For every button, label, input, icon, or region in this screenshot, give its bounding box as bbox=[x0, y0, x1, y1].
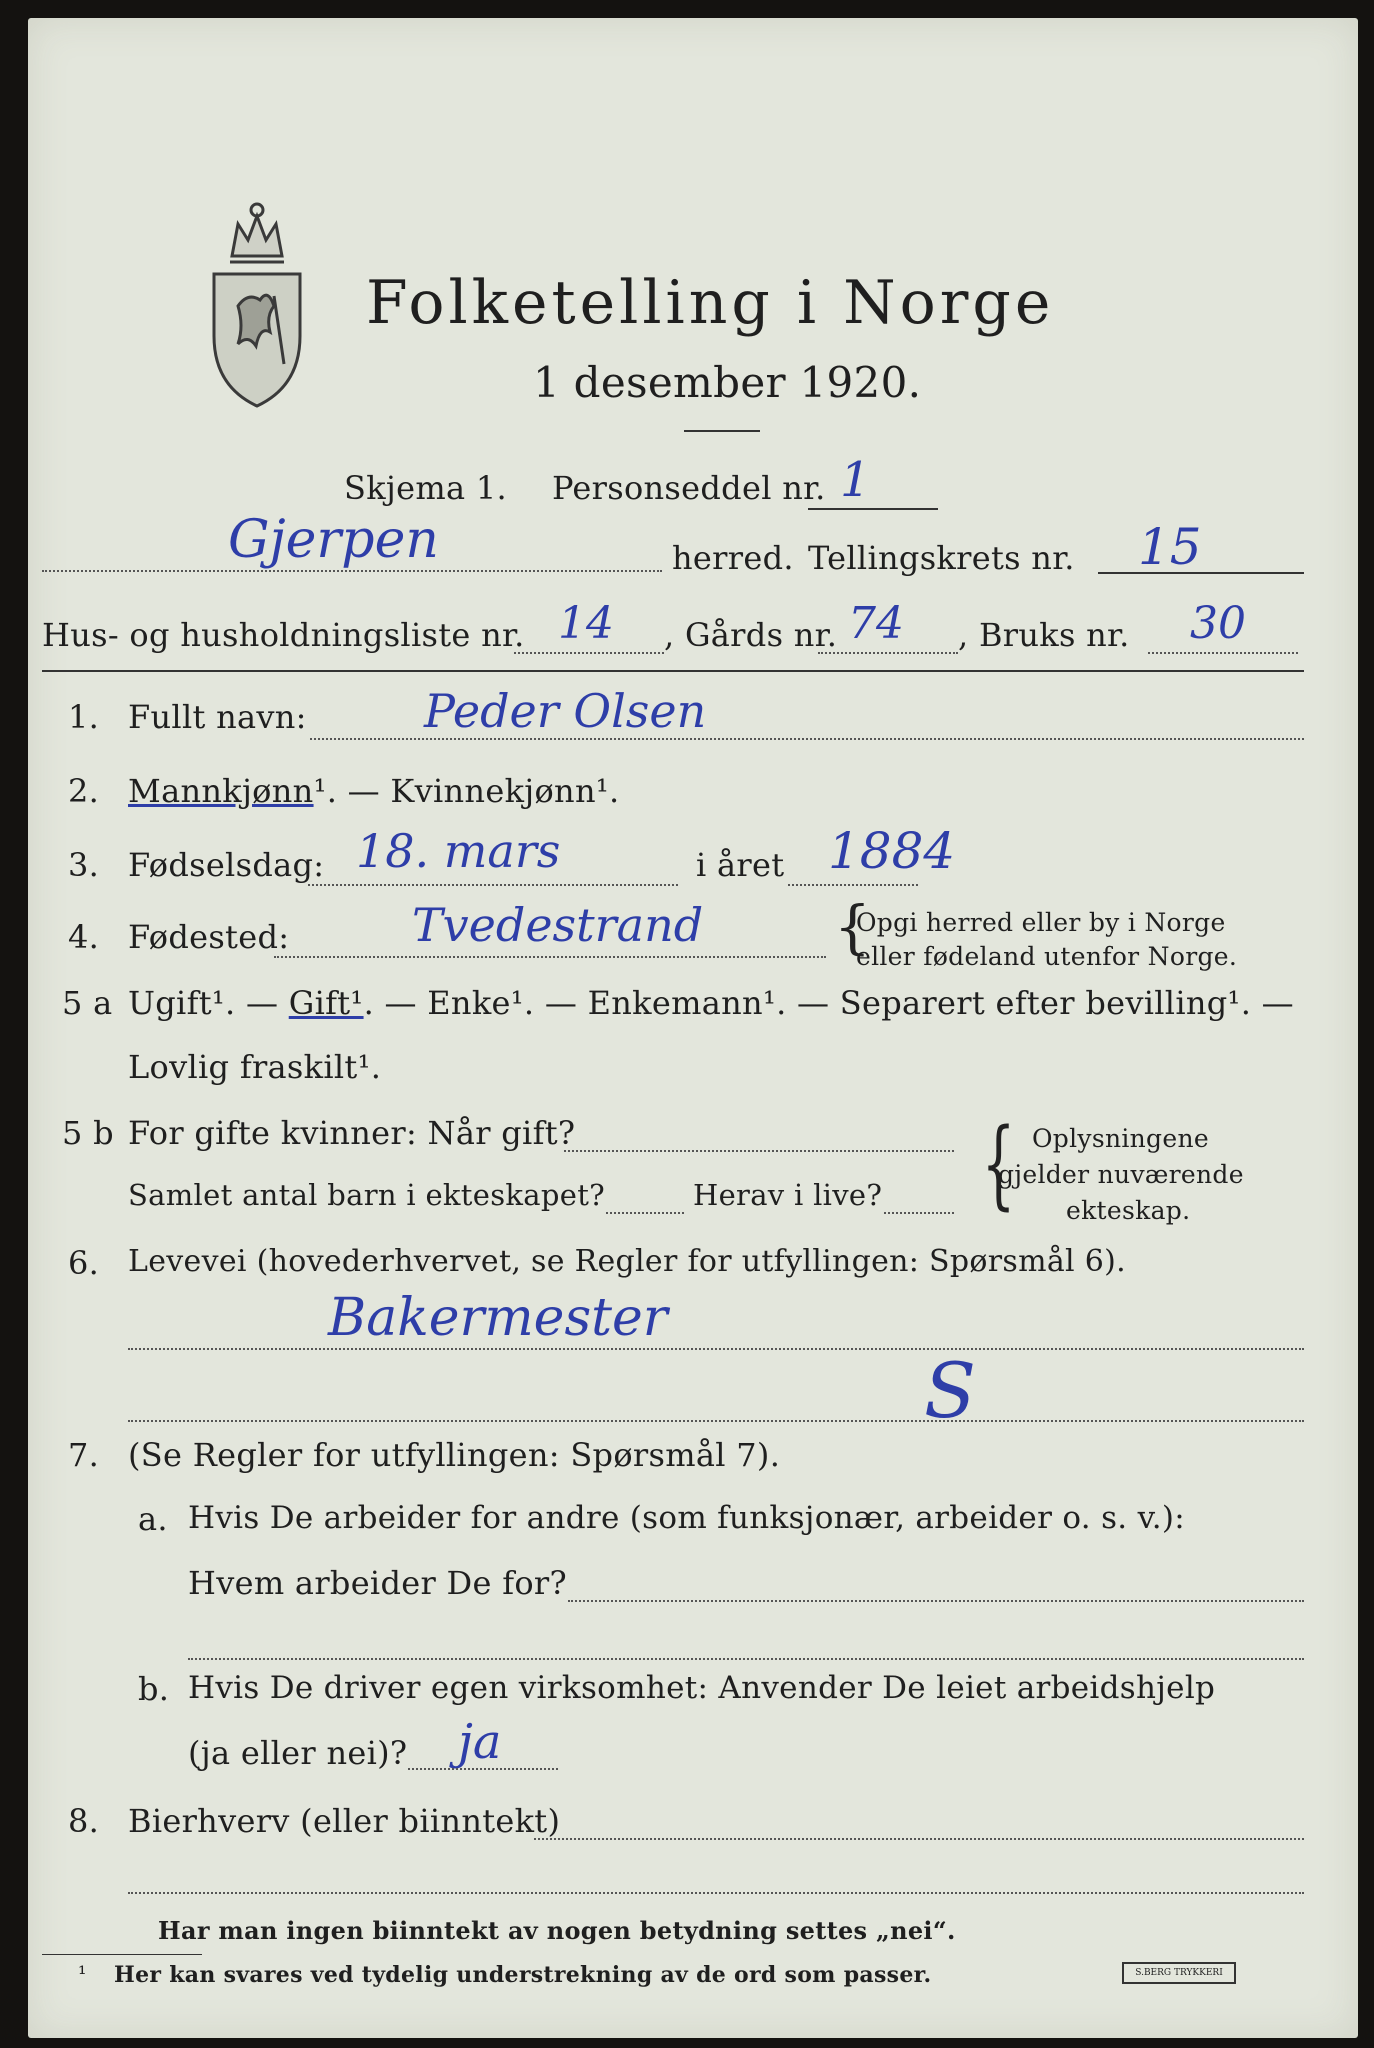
form-title: Folketelling i Norge bbox=[366, 268, 1055, 338]
biinntekt-note: Har man ingen biinntekt av nogen betydning settes „nei“. bbox=[158, 1916, 956, 1945]
q8-line1 bbox=[534, 1838, 1304, 1840]
hus-label: Hus- og husholdningsliste nr. bbox=[42, 616, 525, 654]
q4-note-line2: eller fødeland utenfor Norge. bbox=[856, 942, 1238, 971]
q5b-number: 5 b bbox=[62, 1114, 114, 1152]
q7a-letter: a. bbox=[138, 1500, 168, 1538]
q7-number: 7. bbox=[68, 1436, 100, 1474]
q5b-children-label: Samlet antal barn i ekteskapet? bbox=[128, 1178, 605, 1212]
q7b-letter: b. bbox=[138, 1670, 170, 1708]
q5b-herav-label: Herav i live? bbox=[693, 1178, 883, 1212]
census-form bbox=[28, 18, 1358, 2038]
q2-number: 2. bbox=[68, 772, 100, 810]
q1-full-name-value: Peder Olsen bbox=[424, 684, 707, 738]
herred-label: herred. bbox=[672, 539, 794, 577]
gards-line bbox=[818, 652, 958, 654]
q5a-number: 5 a bbox=[62, 984, 113, 1022]
q3-year-value: 1884 bbox=[828, 822, 956, 880]
q6-label: Levevei (hovederhvervet, se Regler for utfyllingen: Spørsmål 6). bbox=[128, 1244, 1126, 1279]
q3-number: 3. bbox=[68, 846, 100, 884]
q3-year-line bbox=[788, 884, 918, 886]
hus-value: 14 bbox=[558, 598, 614, 649]
q2-kvinne: Kvinnekjønn¹. bbox=[390, 772, 620, 810]
q4-note-line1: Opgi herred eller by i Norge bbox=[856, 908, 1226, 937]
q1-number: 1. bbox=[68, 698, 100, 736]
q5b-children-line bbox=[606, 1212, 684, 1214]
q5a-line2: Lovlig fraskilt¹. bbox=[128, 1048, 382, 1086]
form-date: 1 desember 1920. bbox=[533, 358, 922, 407]
personseddel-label: Personseddel nr. bbox=[552, 469, 826, 507]
q4-birthplace-value: Tvedestrand bbox=[412, 898, 704, 952]
q7-label: (Se Regler for utfyllingen: Spørsmål 7). bbox=[128, 1436, 781, 1474]
q6-number: 6. bbox=[68, 1244, 100, 1282]
q2-options bbox=[128, 772, 619, 810]
bruks-value: 30 bbox=[1190, 598, 1246, 649]
q8-number: 8. bbox=[68, 1802, 100, 1840]
q5b-married-line bbox=[564, 1150, 954, 1152]
q3-label: Fødselsdag: bbox=[128, 846, 325, 884]
q6-occupation-value: Bakermester bbox=[328, 1288, 668, 1348]
tellingskrets-line bbox=[1098, 572, 1304, 574]
q7a-employer-label: Hvem arbeider De for? bbox=[188, 1564, 567, 1602]
tellingskrets-label: Tellingskrets nr. bbox=[808, 539, 1075, 577]
footnote-text: Her kan svares ved tydelig understrekning av de ord som passer. bbox=[114, 1962, 932, 1988]
q6-mark: S bbox=[924, 1346, 977, 1435]
personseddel-value: 1 bbox=[840, 452, 871, 508]
herred-value: Gjerpen bbox=[228, 510, 439, 570]
bruks-label: , Bruks nr. bbox=[958, 616, 1130, 654]
q5b-note-line2: gjelder nuværende bbox=[998, 1160, 1244, 1189]
q7b-hire-value: ja bbox=[458, 1714, 502, 1770]
q5a-options bbox=[128, 984, 1294, 1022]
section-divider bbox=[42, 670, 1304, 672]
q5b-label: For gifte kvinner: Når gift? bbox=[128, 1114, 576, 1152]
q5b-herav-line bbox=[884, 1212, 954, 1214]
q1-label: Fullt navn: bbox=[128, 698, 307, 736]
title-divider bbox=[684, 430, 760, 432]
q7a-label: Hvis De arbeider for andre (som funksjonær, arbeider o. s. v.): bbox=[188, 1500, 1186, 1536]
q4-number: 4. bbox=[68, 918, 100, 956]
q4-label: Fødested: bbox=[128, 918, 290, 956]
q6-line1 bbox=[128, 1348, 1304, 1350]
q5b-note-line1: Oplysningene bbox=[1032, 1124, 1209, 1153]
herred-line bbox=[42, 570, 662, 572]
tellingskrets-value: 15 bbox=[1138, 518, 1202, 576]
skjema-label: Skjema 1. bbox=[344, 469, 507, 507]
q7a-employer-line2 bbox=[188, 1658, 1304, 1660]
q8-line2 bbox=[128, 1892, 1304, 1894]
q7a-employer-line bbox=[568, 1600, 1304, 1602]
personseddel-line bbox=[808, 508, 938, 510]
gards-value: 74 bbox=[848, 598, 904, 649]
footnote-divider bbox=[42, 1954, 202, 1955]
q5a-gift-underlined: Gift¹ bbox=[288, 984, 364, 1022]
q3-line bbox=[308, 884, 678, 886]
q1-line bbox=[310, 738, 1304, 740]
footnote-mark: ¹ bbox=[78, 1962, 87, 1986]
q5a-ugift: Ugift¹. — bbox=[128, 984, 289, 1022]
q2-separator: ¹. — bbox=[313, 772, 391, 810]
q8-label: Bierhverv (eller biinntekt) bbox=[128, 1802, 561, 1840]
bruks-line bbox=[1148, 652, 1298, 654]
q4-line bbox=[274, 956, 826, 958]
q5b-brace: { bbox=[981, 1108, 1016, 1220]
q2-mann-underlined: Mannkjønn bbox=[128, 772, 314, 810]
norwegian-coat-of-arms-icon bbox=[204, 196, 310, 412]
q7b-label: Hvis De driver egen virksomhet: Anvender De leiet arbeidshjelp bbox=[188, 1670, 1216, 1706]
q5b-note-line3: ekteskap. bbox=[1066, 1196, 1191, 1225]
q7b-hire-line bbox=[408, 1768, 558, 1770]
q3-birthdate-value: 18. mars bbox=[356, 824, 561, 878]
q4-brace: { bbox=[834, 893, 871, 961]
q3-year-label: i året bbox=[696, 846, 785, 884]
printer-stamp: S.BERG TRYKKERI bbox=[1122, 1962, 1236, 1984]
q7b-hire-label: (ja eller nei)? bbox=[188, 1734, 408, 1772]
hus-line bbox=[514, 652, 664, 654]
q5a-rest: . — Enke¹. — Enkemann¹. — Separert efter bevilling¹. — bbox=[363, 984, 1294, 1022]
q6-line2 bbox=[128, 1420, 1304, 1422]
gards-label: , Gårds nr. bbox=[664, 616, 838, 654]
